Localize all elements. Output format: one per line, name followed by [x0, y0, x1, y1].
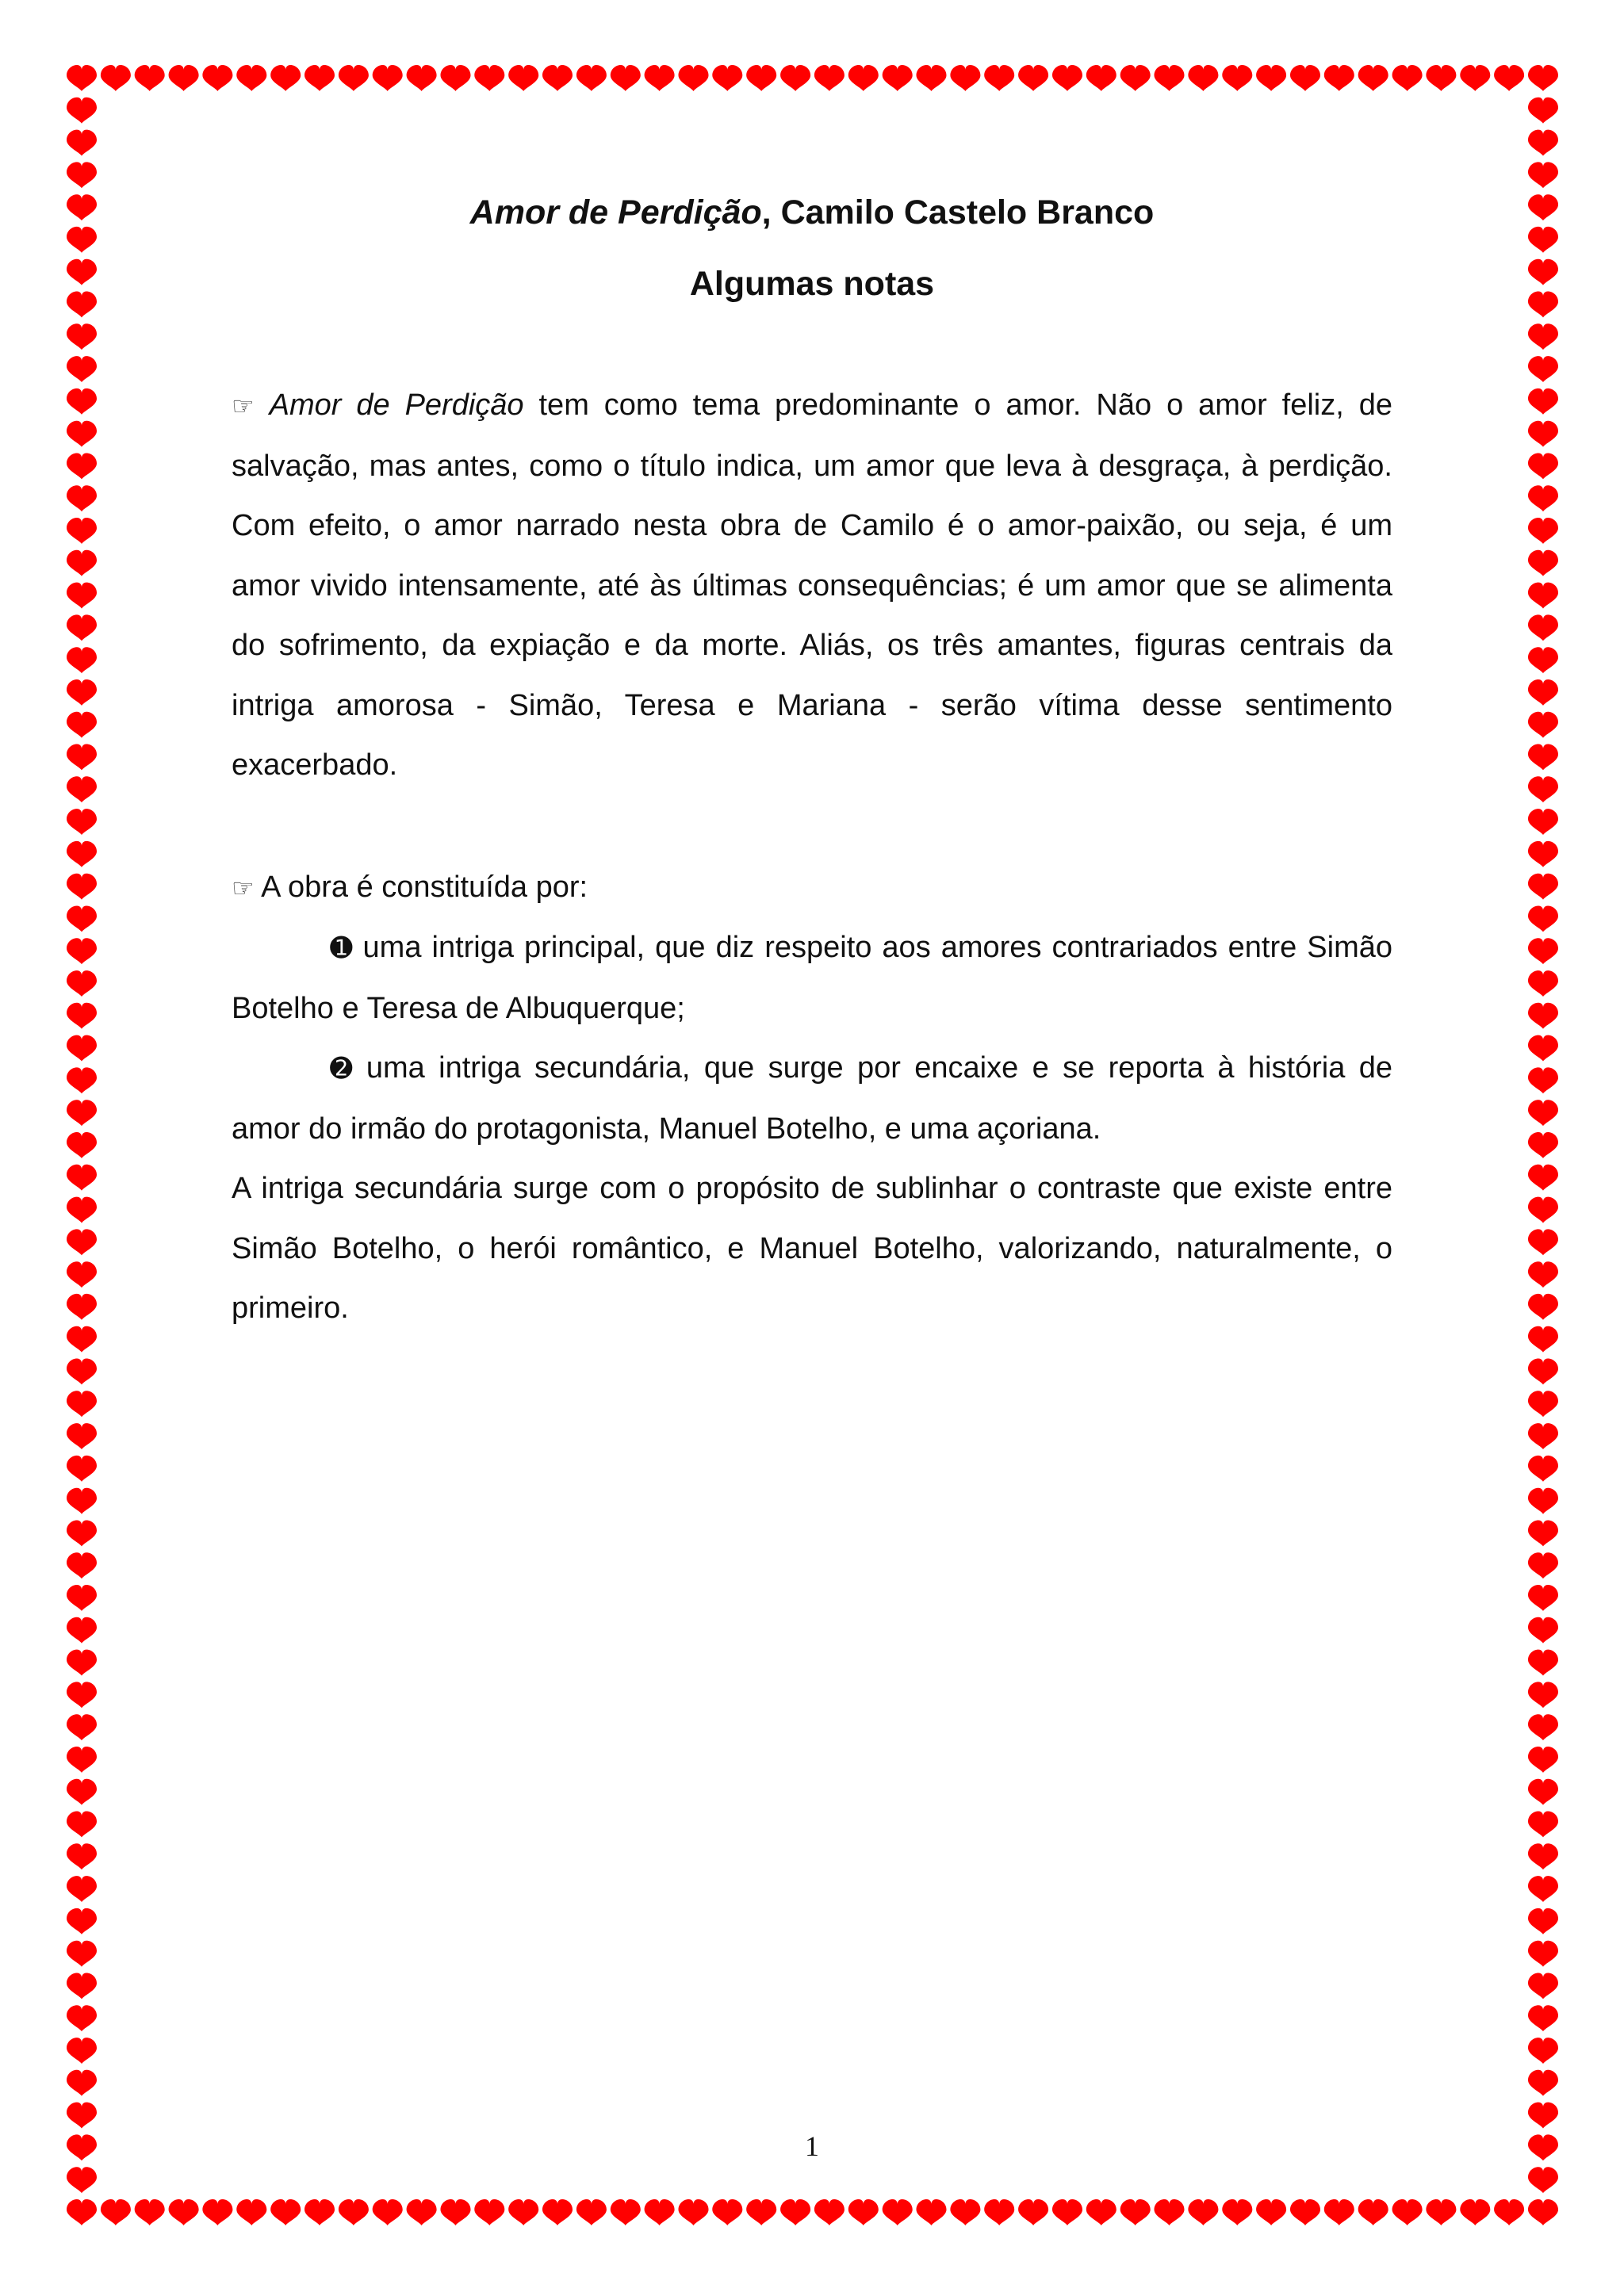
heart-icon — [67, 130, 97, 156]
heart-icon — [67, 1294, 97, 1320]
heart-icon — [67, 938, 97, 964]
heart-icon — [1155, 65, 1185, 91]
heart-icon — [67, 1521, 97, 1547]
heart-icon — [1528, 2103, 1558, 2129]
heart-icon — [1528, 1682, 1558, 1708]
heart-icon — [1528, 453, 1558, 480]
heart-icon — [1528, 614, 1558, 641]
heart-icon — [1528, 647, 1558, 673]
heart-icon — [339, 65, 369, 91]
heart-icon — [1528, 227, 1558, 253]
heart-icon — [950, 2199, 980, 2225]
heart-icon — [1222, 65, 1252, 91]
heart-icon — [746, 2199, 776, 2225]
heart-icon — [746, 65, 776, 91]
heart-icon — [1528, 1423, 1558, 1449]
pointing-hand-icon: ☞ — [232, 872, 255, 903]
heart-icon — [67, 874, 97, 900]
heart-icon — [1528, 1585, 1558, 1611]
heart-icon — [441, 2199, 471, 2225]
heart-icon — [576, 65, 607, 91]
heart-icon — [1528, 2005, 1558, 2031]
heart-icon — [542, 2199, 573, 2225]
heart-icon — [1528, 518, 1558, 544]
heart-icon — [1528, 2038, 1558, 2064]
paragraph-structure — [232, 858, 1392, 919]
title-italic: Amor de Perdição — [469, 193, 762, 232]
heart-icon — [1155, 2199, 1185, 2225]
heart-icon — [67, 647, 97, 673]
number-two-icon: ➋ — [330, 1053, 353, 1085]
heart-icon — [67, 1359, 97, 1385]
list-item-secondary-plot — [232, 1039, 1392, 1159]
heart-icon — [1528, 1488, 1558, 1514]
heart-icon — [407, 2199, 437, 2225]
heart-icon — [1528, 712, 1558, 738]
heart-icon — [67, 1067, 97, 1093]
heart-icon — [67, 970, 97, 997]
heart-icon — [1528, 98, 1558, 124]
heart-icon — [645, 2199, 675, 2225]
heart-icon — [67, 1747, 97, 1773]
heart-icon — [1528, 1876, 1558, 1902]
heart-icon — [67, 1812, 97, 1838]
heart-icon — [1528, 421, 1558, 447]
heart-icon — [67, 1714, 97, 1740]
heart-icon — [883, 65, 913, 91]
heart-icon — [67, 1165, 97, 1191]
heart-icon — [1528, 2167, 1558, 2193]
heart-icon — [1222, 2199, 1252, 2225]
heart-icon — [67, 1391, 97, 1417]
heart-icon — [67, 518, 97, 544]
heart-icon — [712, 65, 742, 91]
heart-icon — [1528, 1650, 1558, 1676]
heart-icon — [67, 1908, 97, 1934]
heart-icon — [1528, 65, 1558, 91]
heart-icon — [712, 2199, 742, 2225]
heart-icon — [1528, 1359, 1558, 1385]
heart-icon — [339, 2199, 369, 2225]
heart-icon — [1018, 2199, 1048, 2225]
heart-icon — [508, 2199, 538, 2225]
heart-icon — [67, 259, 97, 285]
heart-icon — [1528, 1617, 1558, 1644]
heart-icon — [1460, 65, 1490, 91]
paragraph-theme-text: tem como tema predominante o amor. Não o amor feliz, de salvação, mas antes, como o título indica, um amor que leva à desgraça, à perdição. Com efeito, o amor narrado nesta obra de Camilo é o amor-paixão, ou seja, é um amor vivido intensamente, até às últimas consequências; é um amor que se alimenta do sofrimento, da expiação e da morte. Aliás, os três amantes, figuras centrais da intriga amorosa - Simão, Teresa e Mariana - serão vítima desse sentimento exacerbado. — [232, 388, 1393, 782]
heart-icon — [1528, 679, 1558, 706]
list-item-main-plot-text: uma intriga principal, que diz respeito aos amores contrariados entre Simão Botelho e Teresa de Albuquerque; — [232, 931, 1392, 1025]
heart-icon — [67, 485, 97, 511]
heart-icon — [1528, 1843, 1558, 1869]
heart-icon — [67, 1423, 97, 1449]
heart-icon — [780, 65, 810, 91]
heart-icon — [407, 65, 437, 91]
heart-icon — [67, 2038, 97, 2064]
heart-icon — [202, 2199, 232, 2225]
page-number: 1 — [805, 2130, 819, 2162]
heart-icon — [679, 2199, 709, 2225]
heart-icon — [1528, 906, 1558, 932]
heart-icon — [67, 583, 97, 609]
heart-icon — [67, 1973, 97, 1999]
heart-icon — [1528, 1261, 1558, 1288]
heart-icon — [1528, 970, 1558, 997]
heart-icon — [1528, 1391, 1558, 1417]
heart-icon — [67, 421, 97, 447]
heart-icon — [304, 2199, 335, 2225]
heart-icon — [1324, 65, 1354, 91]
heart-icon — [1528, 292, 1558, 318]
heart-icon — [848, 65, 879, 91]
heart-icon — [67, 1488, 97, 1514]
heart-icon — [67, 1941, 97, 1967]
heart-icon — [1188, 65, 1218, 91]
heart-icon — [1528, 130, 1558, 156]
heart-icon — [373, 2199, 403, 2225]
heart-icon — [917, 65, 947, 91]
heart-icon — [67, 1197, 97, 1223]
heart-icon — [67, 1229, 97, 1255]
heart-icon — [1256, 65, 1286, 91]
heart-icon — [1290, 65, 1320, 91]
heart-icon — [67, 679, 97, 706]
heart-icon — [611, 2199, 641, 2225]
heart-icon — [1392, 65, 1423, 91]
heart-icon — [270, 65, 301, 91]
heart-icon — [373, 65, 403, 91]
book-title-reference: Amor de Perdição — [269, 388, 524, 422]
heart-icon — [67, 809, 97, 835]
heart-icon — [1528, 485, 1558, 511]
heart-icon — [814, 2199, 845, 2225]
heart-icon — [645, 65, 675, 91]
heart-icon — [67, 841, 97, 867]
heart-icon — [1528, 1747, 1558, 1773]
heart-icon — [1460, 2199, 1490, 2225]
heart-icon — [1528, 744, 1558, 771]
heart-icon — [848, 2199, 879, 2225]
heart-icon — [67, 1682, 97, 1708]
heart-icon — [236, 2199, 266, 2225]
heart-icon — [1528, 550, 1558, 576]
heart-icon — [67, 1779, 97, 1805]
heart-icon — [67, 98, 97, 124]
list-item-secondary-plot-text: uma intriga secundária, que surge por encaixe e se reporta à história de amor do irmão do protagonista, Manuel Botelho, e uma açoriana. — [232, 1051, 1392, 1146]
heart-icon — [304, 65, 335, 91]
heart-icon — [135, 65, 165, 91]
heart-icon — [1528, 1941, 1558, 1967]
heart-icon — [1528, 1294, 1558, 1320]
heart-icon — [780, 2199, 810, 2225]
heart-icon — [1290, 2199, 1320, 2225]
heart-icon — [1528, 1779, 1558, 1805]
heart-icon — [1528, 1973, 1558, 1999]
heart-icon — [67, 356, 97, 382]
heart-icon — [67, 1843, 97, 1869]
heart-icon — [67, 1650, 97, 1676]
heart-icon — [611, 65, 641, 91]
heart-icon — [67, 906, 97, 932]
title-rest: , Camilo Castelo Branco — [761, 193, 1155, 232]
heart-icon — [1528, 874, 1558, 900]
heart-icon — [67, 712, 97, 738]
document-body — [232, 190, 1392, 1339]
heart-icon — [1528, 1132, 1558, 1158]
heart-icon — [67, 2167, 97, 2193]
heart-icon — [814, 65, 845, 91]
heart-icon — [67, 776, 97, 802]
heart-icon — [917, 2199, 947, 2225]
heart-icon — [67, 1617, 97, 1644]
heart-icon — [169, 65, 199, 91]
heart-icon — [236, 65, 266, 91]
heart-icon — [441, 65, 471, 91]
paragraph-structure-text: A obra é constituída por: — [254, 870, 588, 904]
heart-icon — [1528, 938, 1558, 964]
heart-icon — [1528, 1165, 1558, 1191]
heart-icon — [679, 65, 709, 91]
heart-icon — [1528, 323, 1558, 350]
heart-icon — [67, 2070, 97, 2096]
heart-icon — [67, 1456, 97, 1482]
document-title — [232, 190, 1392, 235]
heart-icon — [1528, 1456, 1558, 1482]
heart-icon — [1120, 2199, 1151, 2225]
heart-icon — [1528, 776, 1558, 802]
heart-icon — [67, 1003, 97, 1029]
heart-icon — [1528, 1326, 1558, 1353]
heart-icon — [950, 65, 980, 91]
heart-icon — [474, 2199, 504, 2225]
heart-icon — [1528, 1197, 1558, 1223]
heart-icon — [67, 744, 97, 771]
heart-icon — [1426, 65, 1456, 91]
heart-icon — [202, 65, 232, 91]
heart-icon — [1528, 841, 1558, 867]
document-subtitle: Algumas notas — [689, 265, 935, 303]
heart-icon — [1426, 2199, 1456, 2225]
heart-icon — [1528, 2199, 1558, 2225]
heart-icon — [984, 2199, 1014, 2225]
heart-icon — [67, 1326, 97, 1353]
heart-icon — [542, 65, 573, 91]
heart-icon — [1528, 1035, 1558, 1062]
heart-icon — [1528, 1552, 1558, 1578]
heart-icon — [1528, 194, 1558, 220]
heart-icon — [1528, 809, 1558, 835]
heart-icon — [1392, 2199, 1423, 2225]
heart-icon — [1528, 388, 1558, 415]
heart-icon — [1528, 2070, 1558, 2096]
heart-icon — [1086, 65, 1116, 91]
heart-icon — [1528, 1812, 1558, 1838]
heart-icon — [984, 65, 1014, 91]
heart-icon — [1528, 1229, 1558, 1255]
heart-icon — [67, 614, 97, 641]
heart-icon — [169, 2199, 199, 2225]
heart-icon — [1528, 1908, 1558, 1934]
heart-icon — [1086, 2199, 1116, 2225]
heart-icon — [67, 1261, 97, 1288]
paragraph-theme — [232, 376, 1392, 796]
heart-icon — [67, 1100, 97, 1126]
heart-icon — [101, 65, 131, 91]
heart-icon — [1528, 162, 1558, 188]
heart-icon — [883, 2199, 913, 2225]
heart-icon — [1494, 65, 1524, 91]
paragraph-contrast: A intriga secundária surge com o propósito de sublinhar o contraste que existe entre Simão Botelho, o herói romântico, e Manuel Botelho, valorizando, naturalmente, o primeiro. — [232, 1172, 1392, 1325]
heart-icon — [67, 162, 97, 188]
heart-icon — [67, 194, 97, 220]
heart-icon — [270, 2199, 301, 2225]
heart-icon — [576, 2199, 607, 2225]
number-one-icon: ➊ — [330, 932, 353, 964]
heart-icon — [135, 2199, 165, 2225]
heart-icon — [508, 65, 538, 91]
heart-icon — [101, 2199, 131, 2225]
heart-icon — [67, 2005, 97, 2031]
heart-icon — [1052, 65, 1082, 91]
heart-icon — [67, 227, 97, 253]
pointing-hand-icon: ☞ — [232, 391, 255, 421]
heart-icon — [67, 1035, 97, 1062]
heart-icon — [1528, 1003, 1558, 1029]
heart-icon — [1324, 2199, 1354, 2225]
heart-icon — [1052, 2199, 1082, 2225]
heart-icon — [1358, 65, 1388, 91]
heart-icon — [67, 1876, 97, 1902]
heart-icon — [1358, 2199, 1388, 2225]
heart-icon — [1188, 2199, 1218, 2225]
heart-icon — [67, 1585, 97, 1611]
heart-icon — [1494, 2199, 1524, 2225]
heart-icon — [67, 453, 97, 480]
heart-icon — [67, 2103, 97, 2129]
heart-icon — [1256, 2199, 1286, 2225]
heart-icon — [1528, 1100, 1558, 1126]
heart-icon — [1528, 1714, 1558, 1740]
heart-icon — [67, 1552, 97, 1578]
heart-icon — [67, 292, 97, 318]
heart-icon — [1018, 65, 1048, 91]
heart-icon — [67, 65, 97, 91]
heart-icon — [1528, 1521, 1558, 1547]
heart-icon — [67, 323, 97, 350]
heart-icon — [67, 1132, 97, 1158]
heart-icon — [67, 550, 97, 576]
heart-icon — [67, 2199, 97, 2225]
heart-icon — [1528, 583, 1558, 609]
heart-icon — [67, 388, 97, 415]
heart-icon — [474, 65, 504, 91]
heart-icon — [1528, 259, 1558, 285]
heart-icon — [1528, 1067, 1558, 1093]
heart-icon — [1528, 356, 1558, 382]
list-item-main-plot — [232, 918, 1392, 1039]
heart-icon — [1120, 65, 1151, 91]
